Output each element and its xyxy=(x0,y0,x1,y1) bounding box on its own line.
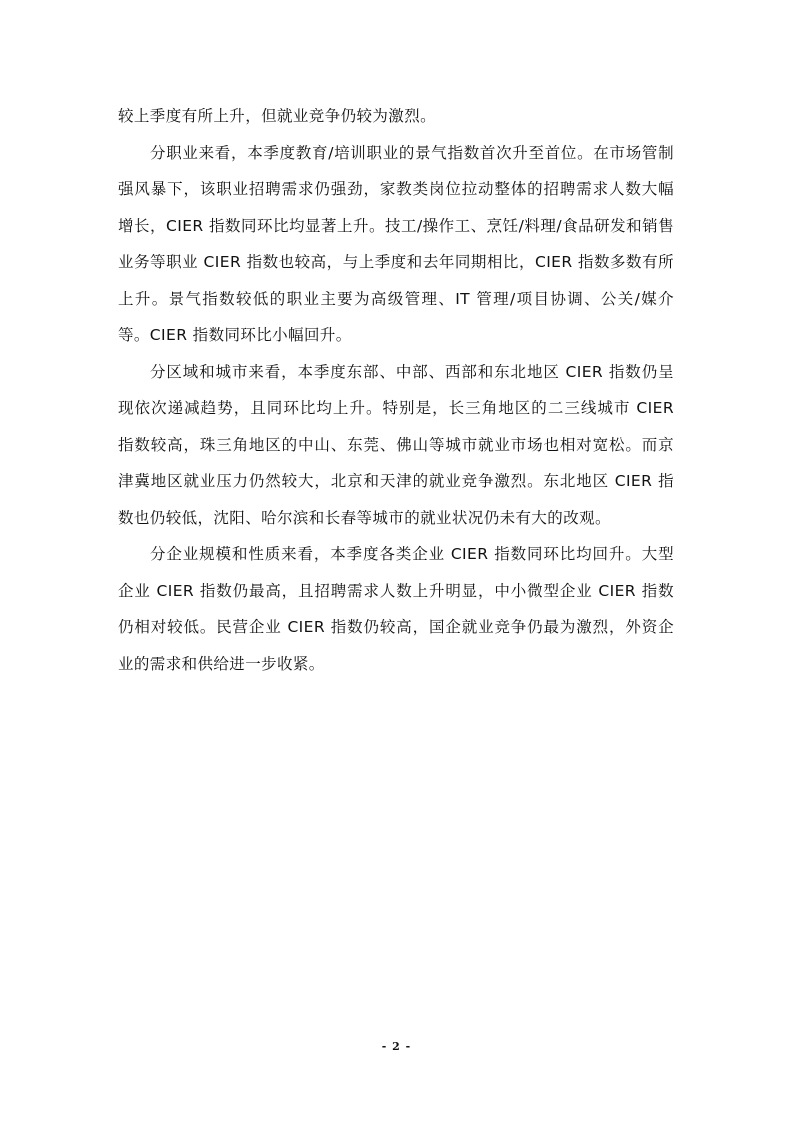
document-body xyxy=(118,98,674,682)
paragraph-enterprise: 分企业规模和性质来看，本季度各类企业 CIER 指数同环比均回升。大型企业 CIER 指数仍最高，且招聘需求人数上升明显，中小微型企业 CIER 指数仍相对较低。民营企业 CIER 指数仍较高，国企就业竞争仍最为激烈，外资企业的需求和供给进一步收紧。 xyxy=(118,545,674,673)
paragraph-region-city: 分区域和城市来看，本季度东部、中部、西部和东北地区 CIER 指数仍呈现依次递减趋势，且同环比均上升。特别是，长三角地区的二三线城市 CIER 指数较高，珠三角地区的中山、东莞、佛山等城市就业市场也相对宽松。而京津冀地区就业压力仍然较大，北京和天津的就业竞争激烈。东北地区 CIER 指数也仍较低，沈阳、哈尔滨和长春等城市的就业状况仍未有大的改观。 xyxy=(118,362,674,527)
page-number: - 2 - xyxy=(381,1040,412,1053)
paragraph-continuation: 较上季度有所上升，但就业竞争仍较为激烈。 xyxy=(118,107,437,125)
paragraph-occupation: 分职业来看，本季度教育/培训职业的景气指数首次升至首位。在市场管制强风暴下，该职业招聘需求仍强劲，家教类岗位拉动整体的招聘需求人数大幅增长，CIER 指数同环比均显著上升。技工/操作工、烹饪/料理/食品研发和销售业务等职业 CIER 指数也较高，与上季度和去年同期相比，CIER 指数多数有所上升。景气指数较低的职业主要为高级管理、IT 管理/项目协调、公关/媒介等。CIER 指数同环比小幅回升。 xyxy=(118,143,674,344)
